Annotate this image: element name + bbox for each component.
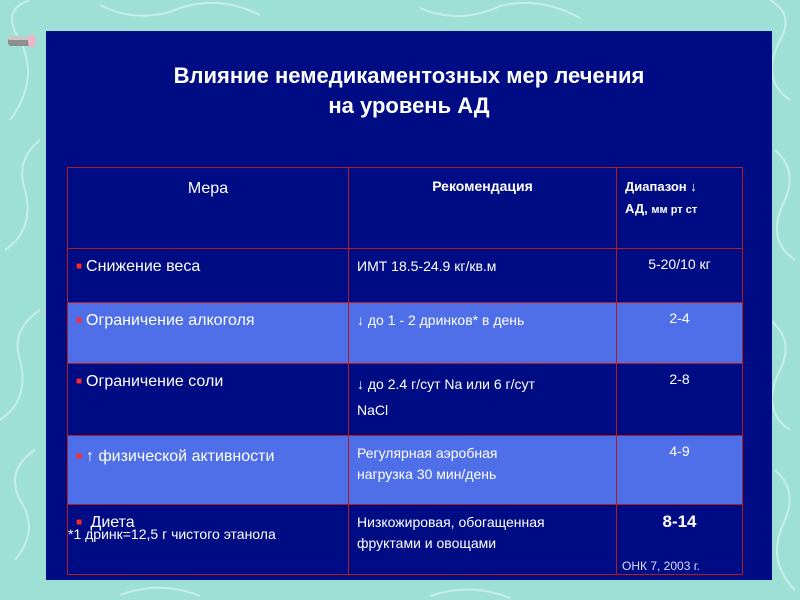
header-measure: Мера: [68, 168, 349, 249]
table-row: [68, 249, 743, 303]
row-measure: [68, 364, 349, 436]
measures-table: [67, 167, 743, 575]
slide-title-line-1: Влияние немедикаментозных мер лечения: [173, 63, 645, 88]
footnote: *1 дринк=12,5 г чистого этанола: [68, 526, 276, 542]
slide-title-line-2: на уровень АД: [328, 93, 490, 118]
header-range-ad: АД,: [625, 201, 652, 216]
row-recommendation-line-2: нагрузка 30 мин/день: [357, 466, 497, 482]
row-measure: [68, 436, 349, 505]
row-range: 2-4: [617, 303, 743, 364]
row-recommendation: [349, 505, 617, 575]
row-measure-text: Диета: [86, 514, 135, 531]
slide-title: [46, 61, 772, 121]
row-measure: [68, 249, 349, 303]
header-range-line-1: Диапазон ↓: [625, 179, 697, 194]
bullet-icon: ■: [76, 451, 83, 462]
row-measure: [68, 303, 349, 364]
header-range-line-2: [625, 198, 734, 221]
bullet-icon: ■: [76, 517, 83, 528]
row-recommendation-line-2: NaCl: [357, 402, 389, 418]
row-measure-text: ↑ физической активности: [86, 448, 275, 465]
row-recommendation-line-1: ↓ до 2.4 г/сут Na или 6 г/сут: [357, 376, 535, 392]
bullet-icon: ■: [76, 315, 83, 326]
bullet-icon: ■: [76, 261, 83, 272]
table-row: [68, 303, 743, 364]
row-range: 5-20/10 кг: [617, 249, 743, 303]
row-recommendation-line-1: Низкожировая, обогащенная: [357, 514, 545, 530]
header-range-units: мм рт ст: [651, 204, 698, 216]
row-recommendation-line-1: Регулярная аэробная: [357, 445, 498, 461]
row-recommendation-line-1: ↓ до 1 - 2 дринков* в день: [357, 312, 525, 328]
table-header-row: [68, 168, 743, 249]
row-measure-text: Снижение веса: [86, 258, 201, 275]
row-recommendation-line-2: фруктами и овощами: [357, 535, 497, 551]
row-recommendation: [349, 364, 617, 436]
row-recommendation: [349, 436, 617, 505]
row-recommendation-line-1: ИМТ 18.5-24.9 кг/кв.м: [357, 258, 497, 274]
row-recommendation: [349, 303, 617, 364]
row-measure-text: Ограничение алкоголя: [86, 312, 255, 329]
row-recommendation: [349, 249, 617, 303]
bullet-icon: ■: [76, 376, 83, 387]
source-citation: ОНК 7, 2003 г.: [622, 559, 700, 573]
row-range: 8-14: [617, 505, 743, 575]
table-row: [68, 436, 743, 505]
header-range: [617, 168, 743, 249]
pushpin-icon: [6, 30, 36, 54]
header-recommendation: Рекомендация: [349, 168, 617, 249]
slide: [46, 31, 772, 580]
row-measure-text: Ограничение соли: [86, 373, 224, 390]
table-row: [68, 364, 743, 436]
row-range: 2-8: [617, 364, 743, 436]
row-range: 4-9: [617, 436, 743, 505]
